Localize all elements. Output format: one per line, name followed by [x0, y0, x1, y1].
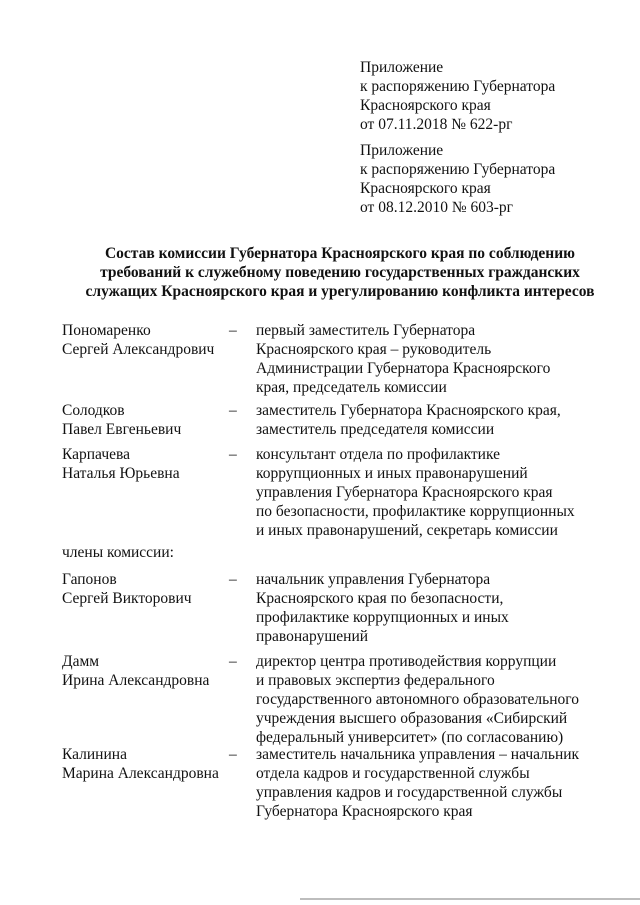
appendix-region: Красноярского края [360, 97, 491, 114]
role-line: коррупционных и иных правонарушений [256, 465, 528, 482]
role-line: заместитель Губернатора Красноярского края, [256, 402, 561, 419]
role-line: по безопасности, профилактике коррупционных [256, 503, 575, 520]
appendix-reference: к распоряжению Губернатора [360, 78, 556, 95]
role-line: учреждения высшего образования «Сибирский [256, 710, 568, 727]
role-line: края, председатель комиссии [256, 379, 447, 396]
member-name [62, 570, 192, 608]
appendix-block-current [360, 58, 555, 134]
member-name [62, 401, 181, 439]
member-role [256, 445, 575, 540]
given-names: Сергей Александрович [62, 341, 215, 358]
role-line: управления кадров и государственной службы [256, 784, 563, 801]
role-line: правонарушений [256, 628, 369, 645]
role-line: и правовых экспертиз федерального [256, 672, 495, 689]
member-role [256, 745, 579, 821]
role-line: консультант отдела по профилактике [256, 446, 500, 463]
dash-separator: – [229, 571, 237, 588]
surname: Карпачева [62, 446, 130, 463]
given-names: Ирина Александровна [62, 672, 210, 689]
member-name [62, 321, 214, 359]
role-line: начальник управления Губернатора [256, 571, 491, 588]
role-line: профилактике коррупционных и иных [256, 609, 509, 626]
title-line: Состав комиссии Губернатора Красноярского края по соблюдению [104, 245, 576, 262]
role-line: Администрации Губернатора Красноярского [256, 360, 551, 377]
member-role [256, 570, 509, 646]
member-role [256, 652, 579, 747]
role-line: отдела кадров и государственной службы [256, 765, 530, 782]
member-role [256, 321, 550, 397]
role-line: Губернатора Красноярского края [256, 803, 473, 820]
member-name [62, 445, 180, 483]
role-line: и иных правонарушений, секретарь комиссии [256, 522, 558, 539]
dash-separator: – [229, 446, 237, 463]
dash-separator: – [229, 402, 237, 419]
surname: Пономаренко [62, 322, 151, 339]
appendix-date-number: от 08.12.2010 № 603-рг [360, 199, 514, 216]
role-line: директор центра противодействия коррупции [256, 653, 557, 670]
dash-separator: – [229, 746, 237, 763]
appendix-block-original [360, 141, 555, 217]
surname: Калинина [62, 746, 127, 763]
member-name [62, 652, 209, 690]
role-line: Красноярского края – руководитель [256, 341, 492, 358]
given-names: Сергей Викторович [62, 590, 192, 607]
role-line: управления Губернатора Красноярского края [256, 484, 553, 501]
dash-separator: – [229, 322, 237, 339]
member-role [256, 401, 561, 439]
given-names: Павел Евгеньевич [62, 421, 182, 438]
appendix-label: Приложение [360, 59, 444, 76]
scan-edge-line [300, 898, 640, 900]
role-line: заместитель начальника управления – начальник [256, 746, 580, 763]
appendix-label: Приложение [360, 142, 444, 159]
role-line: Красноярского края по безопасности, [256, 590, 504, 607]
role-line: государственного автономного образовательного [256, 691, 579, 708]
surname: Солодков [62, 402, 125, 419]
dash-separator: – [229, 653, 237, 670]
appendix-region: Красноярского края [360, 180, 491, 197]
surname: Гапонов [62, 571, 117, 588]
role-line: федеральный университет» (по согласованию) [256, 729, 564, 746]
given-names: Марина Александровна [62, 765, 219, 782]
title-line: требований к служебному поведению государственных гражданских [100, 264, 580, 281]
document-title [40, 244, 640, 301]
member-name [62, 745, 219, 783]
surname: Дамм [62, 653, 100, 670]
role-line: первый заместитель Губернатора [256, 322, 476, 339]
appendix-reference: к распоряжению Губернатора [360, 161, 556, 178]
title-line: служащих Красноярского края и урегулированию конфликта интересов [85, 283, 595, 300]
appendix-date-number: от 07.11.2018 № 622-рг [360, 116, 513, 133]
role-line: заместитель председателя комиссии [256, 421, 495, 438]
members-label: члены комиссии: [62, 544, 174, 561]
given-names: Наталья Юрьевна [62, 465, 180, 482]
